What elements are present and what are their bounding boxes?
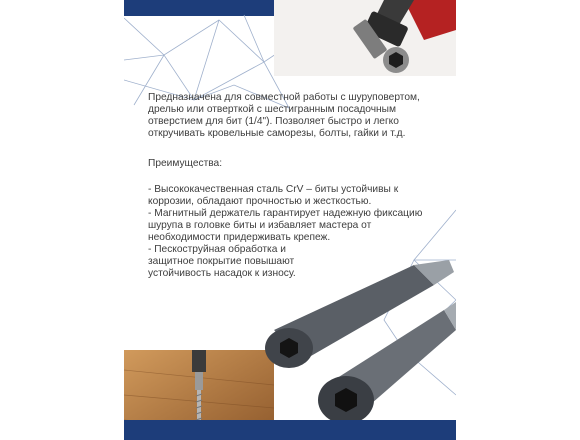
advantages-line: - Пескоструйная обработка и <box>148 244 286 255</box>
product-card <box>124 0 456 440</box>
description-line: отверстием для бит (1/4"). Позволяет быстро и легко <box>148 116 399 127</box>
drill-photo <box>274 0 456 76</box>
advantages-line: защитное покрытие повышают <box>148 256 295 267</box>
advantages-line: устойчивость насадок к износу. <box>148 268 296 279</box>
advantages-title: Преимущества: <box>148 158 223 169</box>
advantages-line: необходимости придерживать крепеж. <box>148 232 331 243</box>
description-text <box>148 92 438 140</box>
advantages-line: шурупа в головке биты и избавляет мастера от <box>148 220 372 231</box>
bottom-brand-band <box>124 420 456 440</box>
description-line: дрелью или отверткой с шестигранным посадочным <box>148 104 397 115</box>
advantages-line: - Высококачественная сталь CrV – биты устойчивы к <box>148 184 399 195</box>
description-line: Предназначена для совместной работы с шуруповертом, <box>148 92 420 103</box>
description-line: откручивать кровельные саморезы, болты, гайки и т.д. <box>148 128 406 139</box>
nut-setter-bits-image <box>264 260 456 430</box>
advantages-line: коррозии, обладают прочностью и жесткостью. <box>148 196 372 207</box>
advantages-line: - Магнитный держатель гарантирует надежную фиксацию <box>148 208 423 219</box>
